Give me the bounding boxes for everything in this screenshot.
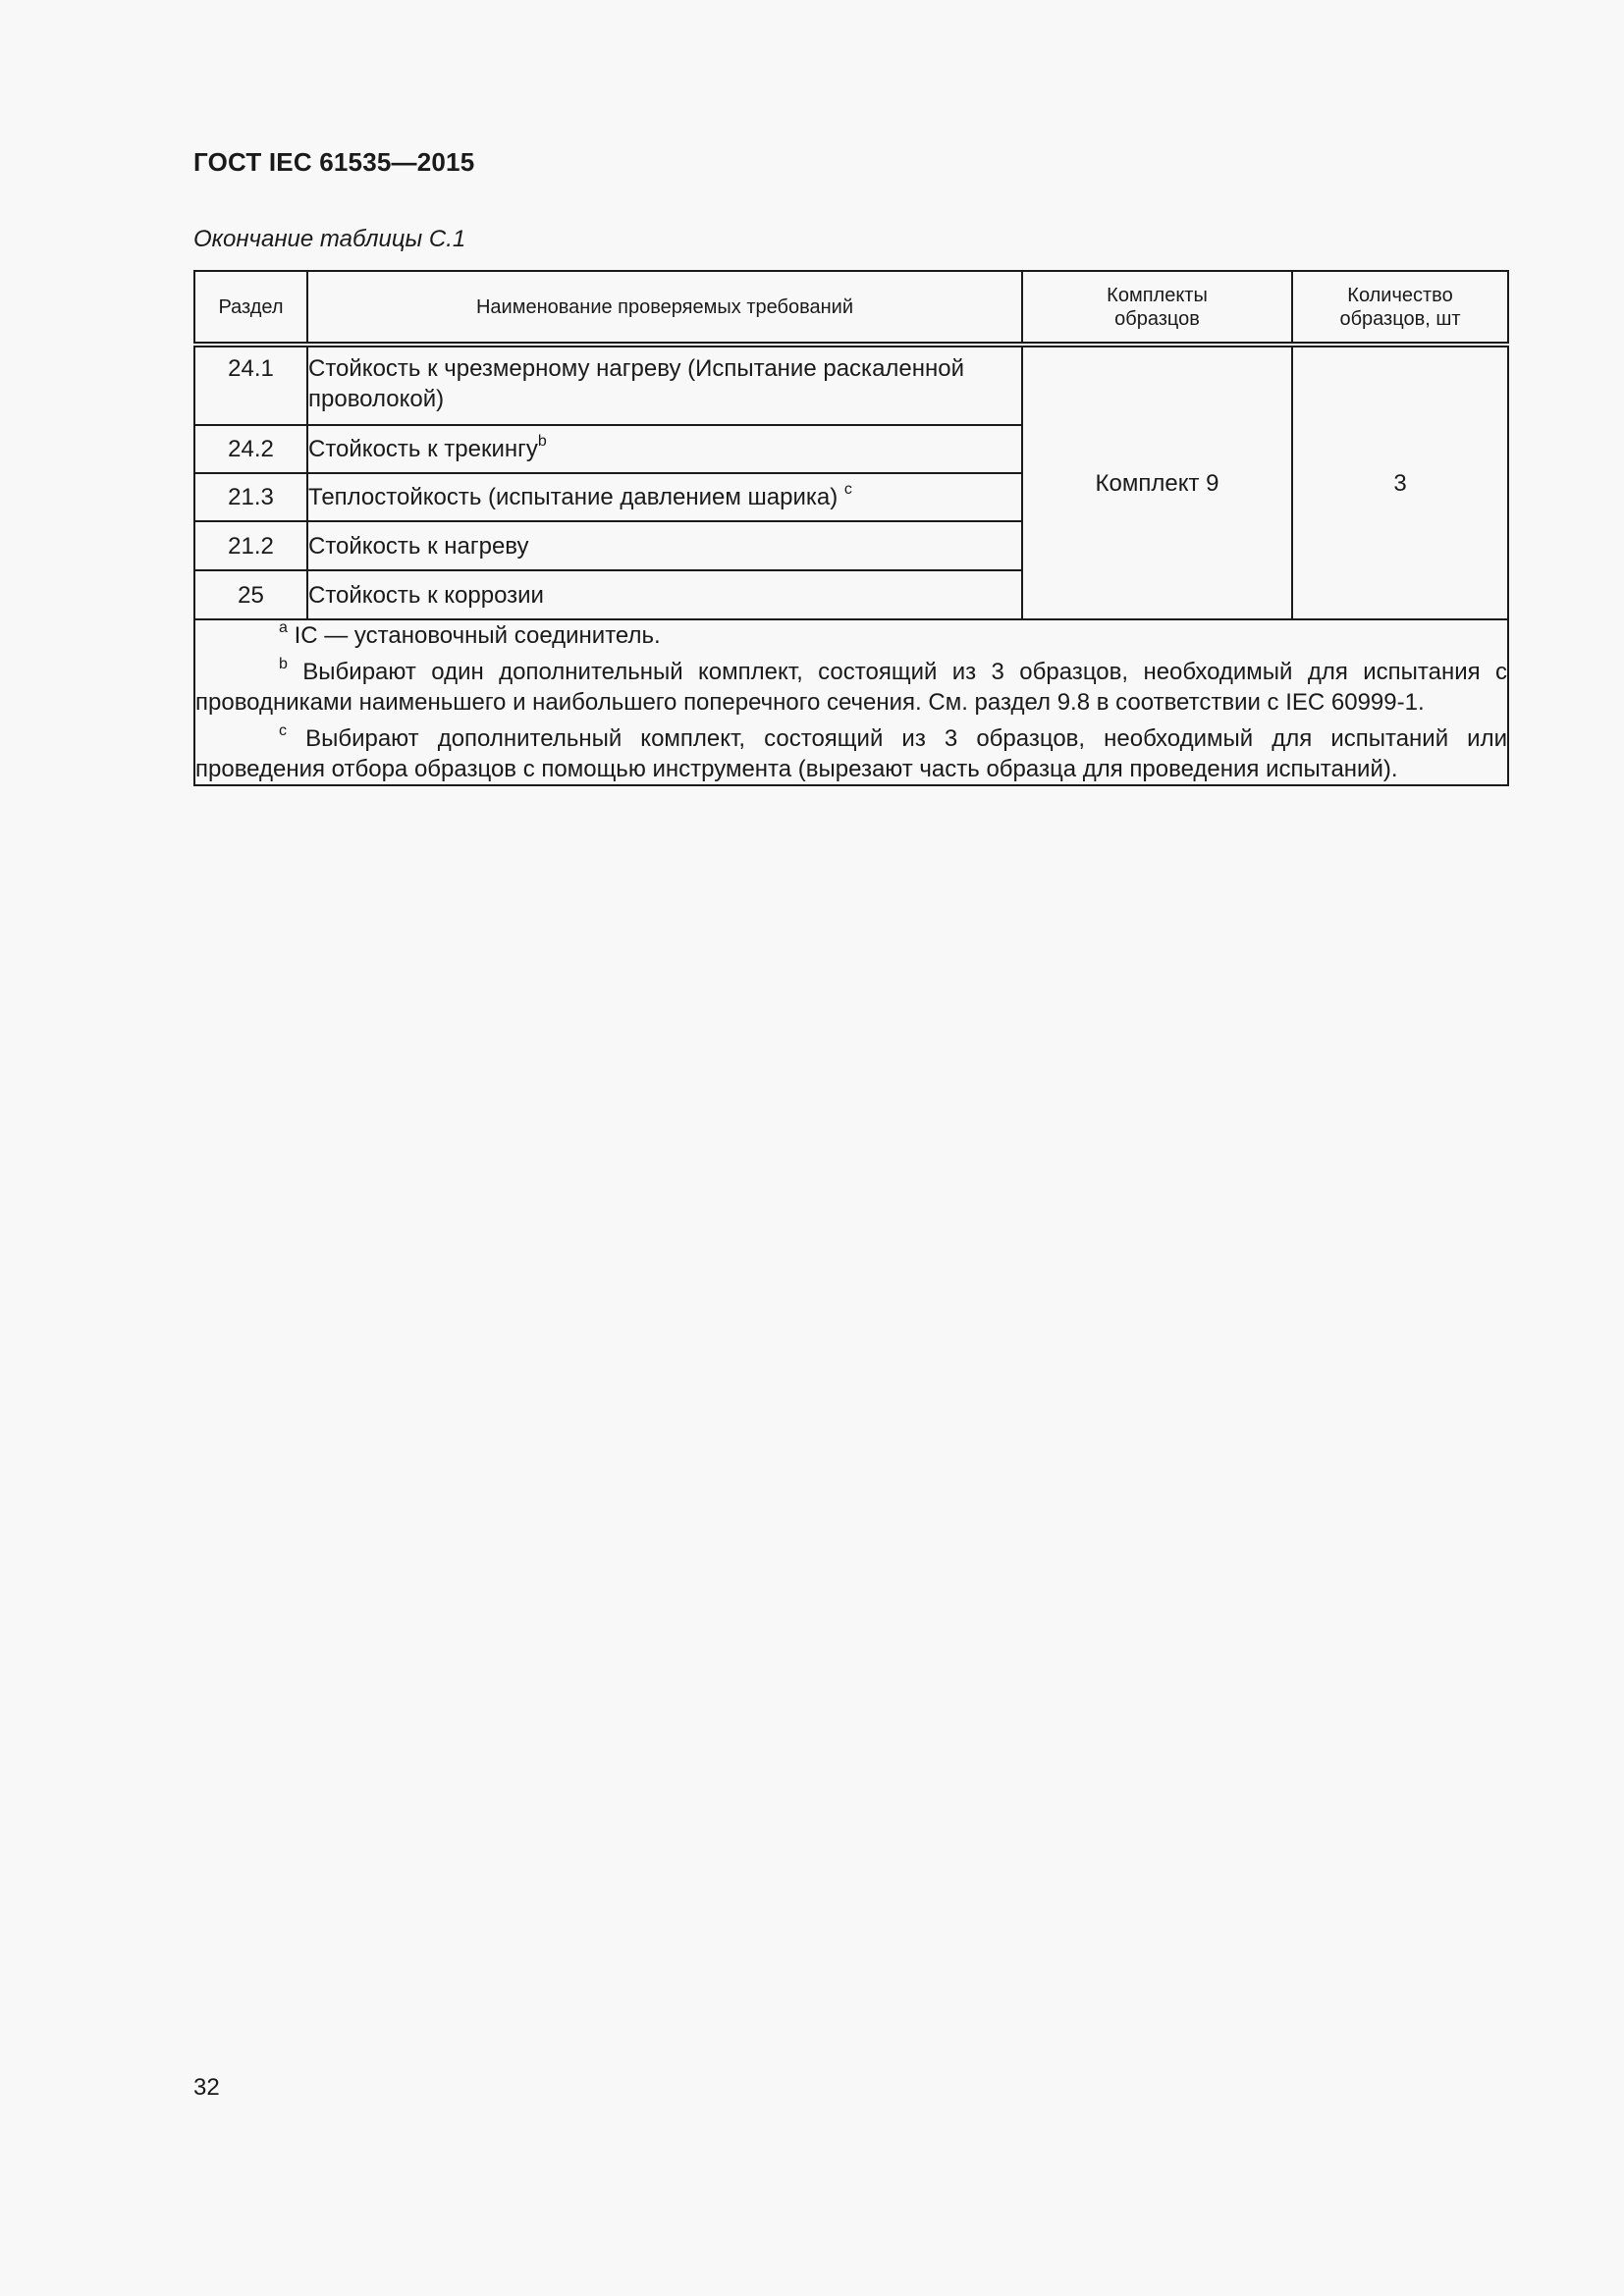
- footnote-mark: c: [843, 481, 852, 498]
- requirement-text: Теплостойкость (испытание давлением шарика): [308, 484, 844, 510]
- column-header-sample-sets: Комплекты образцов: [1022, 271, 1292, 345]
- section-cell: 24.1: [194, 345, 307, 425]
- footnote-c-mark: c: [279, 722, 287, 739]
- footnote-a-text: IC — установочный соединитель.: [287, 622, 661, 649]
- requirement-text: Стойкость к нагреву: [308, 532, 529, 560]
- footnote-b-mark: b: [279, 656, 288, 672]
- footnote-a-mark: a: [279, 619, 288, 636]
- requirement-cell: [307, 425, 1022, 473]
- sample-set-cell: Комплект 9: [1022, 345, 1292, 619]
- section-cell: 25: [194, 570, 307, 619]
- footnote-b: [195, 657, 1507, 718]
- column-header-requirement: Наименование проверяемых требований: [307, 271, 1022, 345]
- requirement-text: Стойкость к трекингу: [308, 436, 538, 462]
- section-cell: 21.2: [194, 521, 307, 570]
- sample-quantity-cell: 3: [1292, 345, 1508, 619]
- footnote-c: [195, 723, 1507, 784]
- section-cell: 24.2: [194, 425, 307, 473]
- requirement-text: Стойкость к чрезмерному нагреву (Испытание раскаленной проволокой): [308, 355, 965, 412]
- document-header: ГОСТ IEC 61535—2015: [193, 147, 475, 177]
- footnote-b-text: Выбирают один дополнительный комплект, состоящий из 3 образцов, необходимый для испытания с проводниками наименьшего и наибольшего поперечного сечения. См. раздел 9.8 в соответствии с IEC 60999-1.: [195, 659, 1507, 716]
- column-header-sample-count: Количество образцов, шт: [1292, 271, 1508, 345]
- column-header-section: Раздел: [194, 271, 307, 345]
- table-caption: Окончание таблицы С.1: [193, 226, 466, 252]
- requirement-text: Стойкость к коррозии: [308, 581, 544, 609]
- footnotes-cell: [194, 619, 1508, 785]
- table-row: [194, 345, 1508, 425]
- footnotes-row: [194, 619, 1508, 785]
- requirement-cell: [307, 345, 1022, 425]
- requirement-cell: [307, 570, 1022, 619]
- footnote-c-text: Выбирают дополнительный комплект, состоящий из 3 образцов, необходимый для испытаний или проведения отбора образцов с помощью инструмента (вырезают часть образца для проведения испытаний).: [195, 725, 1507, 782]
- footnote-mark: b: [537, 433, 547, 450]
- requirement-cell: [307, 473, 1022, 521]
- requirements-table: [193, 270, 1509, 786]
- section-cell: 21.3: [194, 473, 307, 521]
- page-number: 32: [193, 2074, 220, 2101]
- requirement-cell: [307, 521, 1022, 570]
- table-header-row: [194, 271, 1508, 345]
- footnote-a: [195, 620, 1507, 651]
